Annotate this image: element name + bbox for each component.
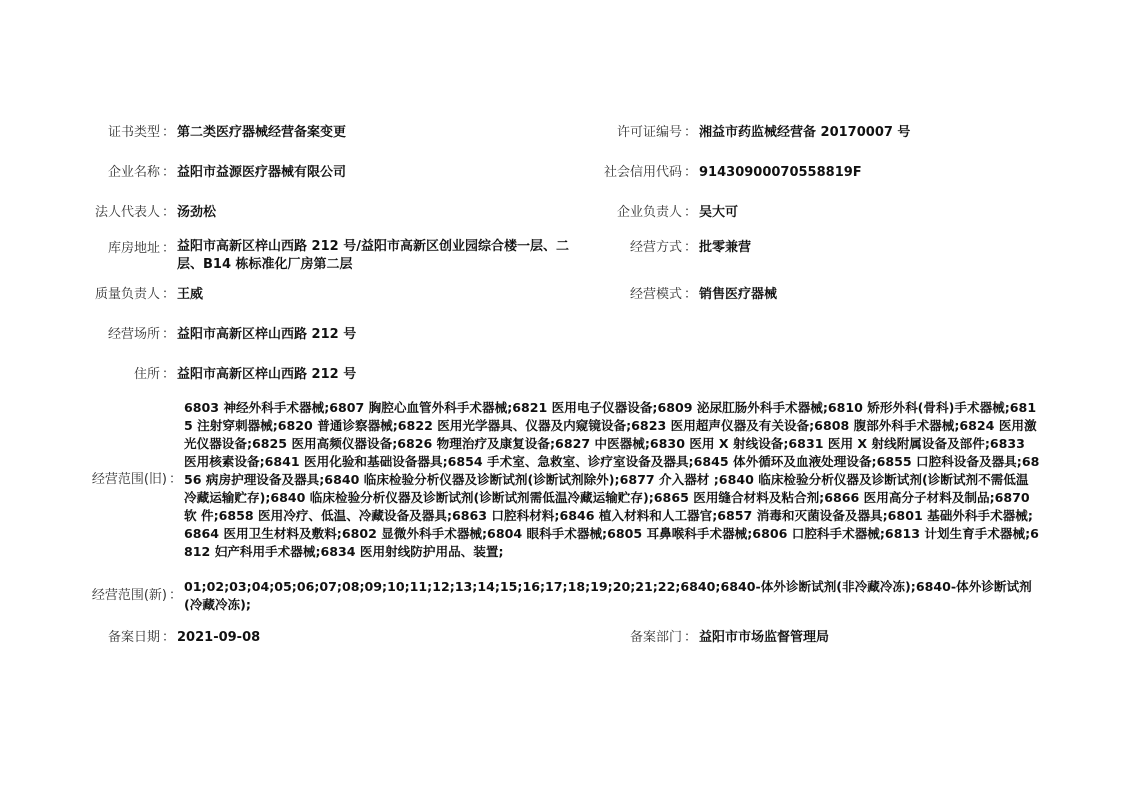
cert-type-label: 证书类型 <box>107 125 160 140</box>
credit-code-label: 社会信用代码 <box>603 165 682 180</box>
colon: ： <box>684 240 698 255</box>
colon: ： <box>162 165 176 180</box>
business-model-label: 经营模式 <box>629 287 682 302</box>
residence-label: 住所 <box>133 367 160 382</box>
company-head-value: 吴大可 <box>699 205 739 220</box>
business-model-value: 销售医疗器械 <box>699 287 778 302</box>
cert-type-value: 第二类医疗器械经营备案变更 <box>177 125 347 140</box>
colon: ： <box>162 205 176 220</box>
license-no-field <box>592 124 910 142</box>
colon: ： <box>162 287 176 302</box>
business-model-field <box>592 286 777 304</box>
scope-old-value: 6803 神经外科手术器械;6807 胸腔心血管外科手术器械;6821 医用电子仪器设备;6809 泌尿肛肠外科手术器械;6810 矫形外科(骨科)手术器械;6815 注射穿刺器械;6820 普通诊察器械;6822 医用光学器具、仪器及内窥镜设备;6823 医用超声仪器及有关设备;6808 腹部外科手术器械;6824 医用激光仪器设备;6825 医用高频仪器设备;6826 物理治疗及康复设备;6827 中医器械;6830 医用 X 射线设备;6831 医用 X 射线附属设备及部件;6833 医用核素设备;6841 医用化验和基础设备器具;6854 手术室、急救室、诊疗室设备及器具;6845 体外循环及血液处理设备;6855 口腔科设备及器具;6856 病房护理设备及器具;6840 临床检验分析仪器及诊断试剂(诊断试剂除外);6877 介入器材 ;6840 临床检验分析仪器及诊断试剂(诊断试剂不需低温冷藏运输贮存);6840 临床检验分析仪器及诊断试剂(诊断试剂需低温冷藏运输贮存);6865 医用缝合材料及粘合剂;6866 医用高分子材料及制品;6870 软 件;6858 医用冷疗、低温、冷藏设备及器具;6863 口腔科材料;6846 植入材料和人工器官;6857 消毒和灭菌设备及器具;6801 基础外科手术器械;6864 医用卫生材料及敷料;6802 显微外科手术器械;6804 眼科手术器械;6805 耳鼻喉科手术器械;6806 口腔科手术器械;6813 计划生育手术器械;6812 妇产科用手术器械;6834 医用射线防护用品、装置; <box>184 400 1040 559</box>
premises-label: 经营场所 <box>107 327 160 342</box>
company-name-label: 企业名称 <box>107 165 160 180</box>
record-date-label: 备案日期 <box>107 630 160 645</box>
company-head-label: 企业负责人 <box>616 205 682 220</box>
credit-code-field <box>592 164 862 182</box>
record-date-value: 2021-09-08 <box>177 630 261 645</box>
colon: ： <box>684 205 698 220</box>
colon: ： <box>162 630 176 645</box>
legal-rep-field <box>0 204 216 222</box>
colon: ： <box>162 327 176 342</box>
residence-value: 益阳市高新区梓山西路 212 号 <box>177 367 357 382</box>
quality-head-label: 质量负责人 <box>94 287 160 302</box>
record-dept-field <box>592 629 829 647</box>
cert-type-field <box>0 124 346 142</box>
quality-head-field <box>0 286 203 304</box>
business-mode-field <box>592 239 751 257</box>
license-no-value: 湘益市药监械经营备 20170007 号 <box>699 125 911 140</box>
company-head-field <box>592 204 738 222</box>
colon: ： <box>169 472 183 487</box>
warehouse-field <box>0 238 600 274</box>
colon: ： <box>162 125 176 140</box>
scope-new-label: 经营范围(新) <box>91 588 167 603</box>
colon: ： <box>684 165 698 180</box>
business-mode-label: 经营方式 <box>629 240 682 255</box>
license-no-label: 许可证编号 <box>616 125 682 140</box>
record-date-field <box>0 629 260 647</box>
premises-value: 益阳市高新区梓山西路 212 号 <box>177 327 357 342</box>
company-name-field <box>0 164 346 182</box>
scope-old-label: 经营范围(旧) <box>91 472 167 487</box>
colon: ： <box>162 241 176 256</box>
record-dept-label: 备案部门 <box>629 630 682 645</box>
record-dept-value: 益阳市市场监督管理局 <box>699 630 830 645</box>
credit-code-value: 91430900070558819F <box>699 165 862 180</box>
warehouse-value: 益阳市高新区梓山西路 212 号/益阳市高新区创业园综合楼一层、二层、B14 栋标准化厂房第二层 <box>177 239 569 272</box>
business-mode-value: 批零兼营 <box>699 240 752 255</box>
scope-new-field <box>72 578 1040 614</box>
premises-field <box>0 326 356 344</box>
company-name-value: 益阳市益源医疗器械有限公司 <box>177 165 347 180</box>
colon: ： <box>684 630 698 645</box>
colon: ： <box>162 367 176 382</box>
legal-rep-label: 法人代表人 <box>94 205 160 220</box>
residence-field <box>0 366 356 384</box>
legal-rep-value: 汤劲松 <box>177 205 217 220</box>
warehouse-label: 库房地址 <box>107 241 160 256</box>
colon: ： <box>684 287 698 302</box>
colon: ： <box>169 588 183 603</box>
colon: ： <box>684 125 698 140</box>
scope-new-value: 01;02;03;04;05;06;07;08;09;10;11;12;13;14;15;16;17;18;19;20;21;22;6840;6840-体外诊断试剂(非冷藏冷冻);6840-体外诊断试剂(冷藏冷冻); <box>184 579 1032 612</box>
scope-old-field <box>72 388 1040 572</box>
quality-head-value: 王威 <box>177 287 204 302</box>
